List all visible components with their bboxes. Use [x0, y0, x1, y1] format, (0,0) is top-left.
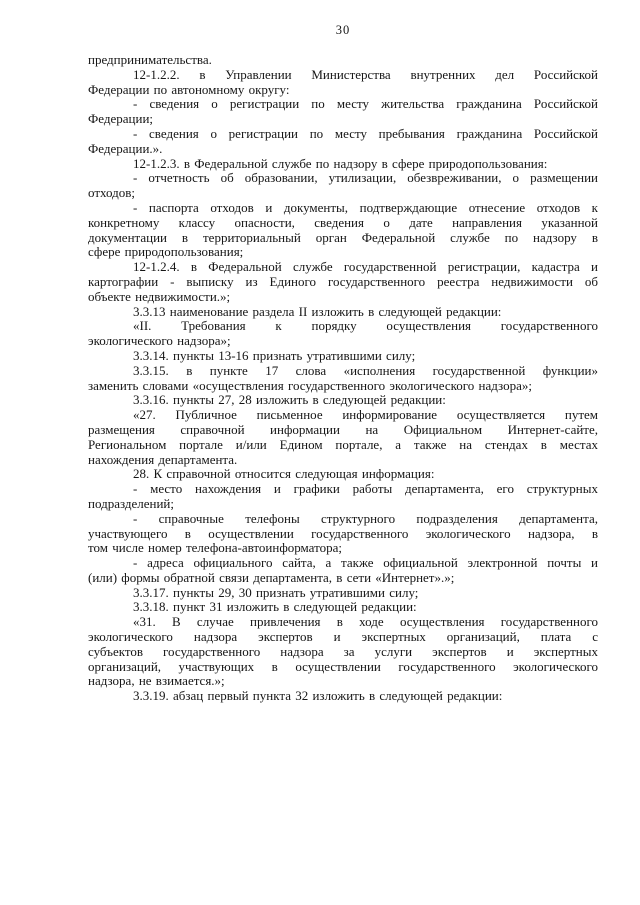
text-line: «II. Требования к порядку осуществления государственного [133, 318, 598, 334]
text-line: 12-1.2.3. в Федеральной службе по надзору в сфере природопользования: [133, 155, 548, 171]
text-line: организаций, участвующих в осуществлении государственного экологического [88, 658, 598, 674]
text-line: - справочные телефоны структурного подразделения департамента, [133, 510, 598, 526]
text-line: 3.3.13 наименование раздела II изложить в следующей редакции: [133, 303, 502, 319]
text-line: сфере природопользования; [88, 244, 244, 260]
text-line: субъектов государственного надзора за услуги экспертов и экспертных [88, 643, 598, 659]
text-line: - адреса официального сайта, а также официальной электронной почты и [133, 555, 598, 571]
text-line: 3.3.18. пункт 31 изложить в следующей редакции: [133, 599, 417, 615]
text-line: подразделений; [88, 495, 174, 511]
text-line: 3.3.17. пункты 29, 30 признать утратившими силу; [133, 584, 419, 600]
text-line: заменить словами «осуществления государственного экологического надзора»; [88, 377, 532, 393]
text-line: конкретному классу опасности, сведения о дате направления указанной [88, 214, 598, 230]
text-line: отходов; [88, 185, 136, 201]
text-line: документации в территориальный орган Федеральной службе по надзору в [88, 229, 598, 245]
text-line: 3.3.15. в пункте 17 слова «исполнения государственной функции» [133, 362, 598, 378]
text-line: 3.3.16. пункты 27, 28 изложить в следующей редакции: [133, 392, 446, 408]
document-body [88, 53, 598, 704]
text-line: - отчетность об образовании, утилизации, обезвреживании, о размещении [133, 170, 598, 186]
text-line: картографии - выписку из Единого государственного реестра недвижимости об [88, 273, 598, 289]
text-line: надзора, не взимается.»; [88, 673, 225, 689]
text-line: (или) формы обратной связи департамента, в сети «Интернет».»; [88, 569, 455, 585]
text-line: - место нахождения и графики работы департамента, его структурных [133, 481, 598, 497]
text-line: участвующего в осуществлении государственного экологического надзора, в [88, 525, 598, 541]
text-line: экологического надзора экспертов и экспертных организаций, плата с [88, 629, 598, 645]
text-line: 3.3.19. абзац первый пункта 32 изложить в следующей редакции: [133, 688, 503, 704]
text-line: 3.3.14. пункты 13-16 признать утратившими силу; [133, 347, 416, 363]
text-line: экологического надзора»; [88, 333, 231, 349]
text-line: размещения справочной информации на Официальном Интернет-сайте, [88, 421, 598, 437]
text-line: предпринимательства. [88, 52, 212, 67]
text-line: - паспорта отходов и документы, подтверждающие отнесение отходов к [133, 199, 598, 215]
text-line: Региональном портале и/или Едином портале, а также на стендах в местах [88, 436, 598, 452]
text-line: нахождения департамента. [88, 451, 238, 467]
text-line: - сведения о регистрации по месту пребывания гражданина Российской [133, 125, 598, 141]
text-line: Федерации.». [88, 140, 163, 156]
text-line: объекте недвижимости.»; [88, 288, 231, 304]
text-line: 12-1.2.4. в Федеральной службе государственной регистрации, кадастра и [133, 259, 598, 275]
page-number: 30 [335, 23, 351, 37]
text-line: «31. В случае привлечения в ходе осуществления государственного [133, 614, 598, 630]
text-line: Федерации по автономному округу: [88, 81, 290, 97]
text-line: - сведения о регистрации по месту жительства гражданина Российской [133, 96, 598, 112]
text-line: том числе номер телефона-автоинформатора; [88, 540, 343, 556]
text-line: Федерации; [88, 111, 154, 127]
text-line: 12-1.2.2. в Управлении Министерства внутренних дел Российской [133, 66, 598, 82]
text-line: 28. К справочной относится следующая информация: [133, 466, 435, 482]
text-line: «27. Публичное письменное информирование осуществляется путем [133, 407, 598, 423]
